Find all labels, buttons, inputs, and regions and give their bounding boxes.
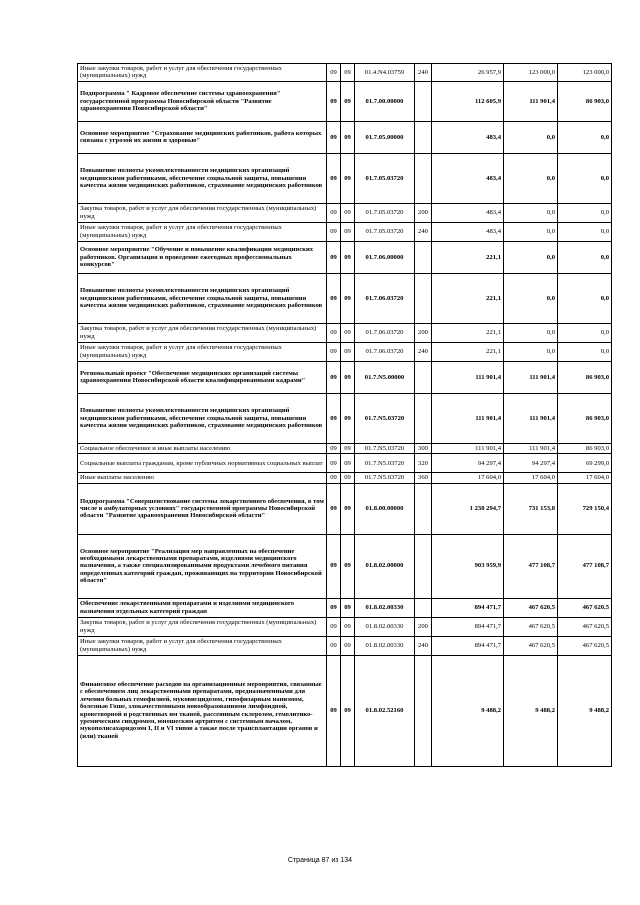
table-row xyxy=(78,598,612,617)
row-expense-type xyxy=(415,483,432,534)
table-row xyxy=(78,153,612,203)
row-amount-1: 221,1 xyxy=(432,342,504,361)
row-section: 09 xyxy=(327,393,341,443)
table-body xyxy=(78,64,612,767)
row-subsection: 09 xyxy=(341,222,355,241)
row-amount-3: 123 000,0 xyxy=(558,64,612,82)
row-target-article: 01.8.02.00330 xyxy=(355,636,415,655)
row-amount-2: 467 620,5 xyxy=(504,636,558,655)
table-row xyxy=(78,342,612,361)
table-row xyxy=(78,203,612,222)
row-amount-1: 112 605,9 xyxy=(432,81,504,121)
row-amount-2: 0,0 xyxy=(504,153,558,203)
row-section: 09 xyxy=(327,655,341,766)
row-amount-2: 0,0 xyxy=(504,273,558,323)
row-subsection: 09 xyxy=(341,81,355,121)
row-name: Повышение полноты укомплектованности медицинских организаций медицинскими работниками, обеспечение социальной защиты, повышения качества жизни медицинских работников, страхование медицинских работников xyxy=(78,393,327,443)
row-section: 09 xyxy=(327,323,341,342)
row-section: 09 xyxy=(327,153,341,203)
row-section: 09 xyxy=(327,241,341,273)
row-section: 09 xyxy=(327,636,341,655)
row-amount-3: 0,0 xyxy=(558,273,612,323)
row-target-article: 01.4.N4.03759 xyxy=(355,64,415,82)
row-name: Подпрограмма "Совершенствование системы лекарственного обеспечения, в том числе в амбулаторных условиях" государственной программы Новосибирской области "Развитие здравоохранения Новосибирской области" xyxy=(78,483,327,534)
row-section: 09 xyxy=(327,443,341,453)
row-section: 09 xyxy=(327,273,341,323)
row-subsection: 09 xyxy=(341,598,355,617)
table-row xyxy=(78,534,612,598)
row-target-article: 01.7.06.03720 xyxy=(355,342,415,361)
row-subsection: 09 xyxy=(341,483,355,534)
table-row xyxy=(78,473,612,483)
row-amount-2: 0,0 xyxy=(504,203,558,222)
row-amount-2: 111 901,4 xyxy=(504,393,558,443)
row-subsection: 09 xyxy=(341,617,355,636)
row-amount-1: 111 901,4 xyxy=(432,443,504,453)
row-amount-3: 0,0 xyxy=(558,342,612,361)
row-section: 09 xyxy=(327,473,341,483)
row-subsection: 09 xyxy=(341,203,355,222)
row-subsection: 09 xyxy=(341,454,355,473)
row-target-article: 01.7.05.00000 xyxy=(355,121,415,153)
row-amount-3: 467 620,5 xyxy=(558,617,612,636)
row-name: Основное мероприятие "Страхование медицинских работников, работа которых связана с угрозой их жизни и здоровью" xyxy=(78,121,327,153)
row-amount-1: 483,4 xyxy=(432,153,504,203)
table-row xyxy=(78,617,612,636)
row-expense-type xyxy=(415,273,432,323)
row-subsection: 09 xyxy=(341,153,355,203)
row-subsection: 09 xyxy=(341,636,355,655)
table-row xyxy=(78,443,612,453)
row-amount-2: 0,0 xyxy=(504,342,558,361)
row-amount-2: 123 000,0 xyxy=(504,64,558,82)
row-expense-type xyxy=(415,655,432,766)
row-expense-type xyxy=(415,153,432,203)
row-section: 09 xyxy=(327,222,341,241)
row-amount-3: 729 150,4 xyxy=(558,483,612,534)
row-amount-1: 9 488,2 xyxy=(432,655,504,766)
table-row xyxy=(78,222,612,241)
page-number: Страница 87 из 134 xyxy=(287,857,353,864)
row-subsection: 09 xyxy=(341,64,355,82)
row-amount-1: 111 901,4 xyxy=(432,361,504,393)
row-target-article: 01.7.06.00000 xyxy=(355,241,415,273)
row-name: Закупка товаров, работ и услуг для обеспечения государственных (муниципальных) нужд xyxy=(78,323,327,342)
row-name: Повышение полноты укомплектованности медицинских организаций медицинскими работниками, обеспечение социальной защиты, повышения качества жизни медицинских работников, страхование медицинских работников xyxy=(78,273,327,323)
row-amount-1: 1 238 294,7 xyxy=(432,483,504,534)
row-amount-2: 0,0 xyxy=(504,121,558,153)
row-amount-1: 111 901,4 xyxy=(432,393,504,443)
row-amount-3: 0,0 xyxy=(558,153,612,203)
row-amount-3: 0,0 xyxy=(558,323,612,342)
row-name: Основное мероприятие "Реализация мер направленных на обеспечение необходимыми лекарственными препаратами, изделиями медицинского назначения, а также специализированными продуктами лечебного питания определенных категорий граждан, проживающих на территории Новосибирской области" xyxy=(78,534,327,598)
row-amount-3: 0,0 xyxy=(558,203,612,222)
row-target-article: 01.7.00.00000 xyxy=(355,81,415,121)
row-amount-2: 111 901,4 xyxy=(504,361,558,393)
row-amount-2: 111 901,4 xyxy=(504,81,558,121)
table-row xyxy=(78,655,612,766)
row-expense-type xyxy=(415,81,432,121)
row-section: 09 xyxy=(327,203,341,222)
table-row xyxy=(78,64,612,82)
row-name: Иные выплаты населению xyxy=(78,473,327,483)
row-expense-type: 200 xyxy=(415,203,432,222)
row-expense-type: 240 xyxy=(415,222,432,241)
row-section: 09 xyxy=(327,121,341,153)
row-amount-3: 69 299,0 xyxy=(558,454,612,473)
row-target-article: 01.7.05.03720 xyxy=(355,222,415,241)
table-row xyxy=(78,241,612,273)
row-target-article: 01.8.02.52160 xyxy=(355,655,415,766)
row-amount-3: 86 903,0 xyxy=(558,361,612,393)
row-amount-3: 86 903,0 xyxy=(558,393,612,443)
row-subsection: 09 xyxy=(341,361,355,393)
row-target-article: 01.7.05.03720 xyxy=(355,203,415,222)
table-row xyxy=(78,361,612,393)
row-amount-1: 221,1 xyxy=(432,323,504,342)
table-row xyxy=(78,483,612,534)
row-amount-1: 221,1 xyxy=(432,273,504,323)
row-target-article: 01.7.05.03720 xyxy=(355,153,415,203)
row-section: 09 xyxy=(327,81,341,121)
row-target-article: 01.8.02.00330 xyxy=(355,598,415,617)
table-row xyxy=(78,273,612,323)
row-amount-2: 467 620,5 xyxy=(504,598,558,617)
row-expense-type: 240 xyxy=(415,342,432,361)
row-amount-3: 467 620,5 xyxy=(558,598,612,617)
row-target-article: 01.8.02.00000 xyxy=(355,534,415,598)
row-section: 09 xyxy=(327,483,341,534)
row-name: Иные закупки товаров, работ и услуг для обеспечения государственных (муниципальных) нужд xyxy=(78,222,327,241)
row-name: Основное мероприятие "Обучение и повышение квалификации медицинских работников. Организация и проведение ежегодных профессиональных конкурсов" xyxy=(78,241,327,273)
row-amount-3: 0,0 xyxy=(558,121,612,153)
row-target-article: 01.7.N5.03720 xyxy=(355,454,415,473)
row-subsection: 09 xyxy=(341,655,355,766)
row-name: Иные закупки товаров, работ и услуг для обеспечения государственных (муниципальных) нужд xyxy=(78,342,327,361)
row-amount-3: 0,0 xyxy=(558,222,612,241)
table-row xyxy=(78,393,612,443)
row-expense-type: 360 xyxy=(415,473,432,483)
row-target-article: 01.7.N5.03720 xyxy=(355,443,415,453)
row-name: Финансовое обеспечение расходов на организационные мероприятия, связанные с обеспечением лиц лекарственными препаратами, предназначенными для лечения больных гемофилией, муковисцидозом, гипофизарным нанизмом, болезнью Гоше, злокачественными новообразованиями лимфоидной, кроветворной и родственных им тканей, рассеянным склерозом, гемолитико-уремическим синдромом, юношеским артритом с системным началом, мукополисахаридозом I, II и VI типов а также после трансплантации органов и (или) тканей xyxy=(78,655,327,766)
row-name: Подпрограмма " Кадровое обеспечение системы здравоохранения" государственной программы Новосибирской области "Развитие здравоохранения Новосибирской области" xyxy=(78,81,327,121)
row-target-article: 01.7.N5.03720 xyxy=(355,473,415,483)
row-target-article: 01.8.02.00330 xyxy=(355,617,415,636)
row-amount-1: 894 471,7 xyxy=(432,636,504,655)
row-name: Социальные выплаты гражданам, кроме публичных нормативных социальных выплат xyxy=(78,454,327,473)
row-section: 09 xyxy=(327,598,341,617)
row-name: Закупка товаров, работ и услуг для обеспечения государственных (муниципальных) нужд xyxy=(78,617,327,636)
row-section: 09 xyxy=(327,64,341,82)
row-subsection: 09 xyxy=(341,241,355,273)
row-expense-type: 320 xyxy=(415,454,432,473)
row-amount-1: 903 959,9 xyxy=(432,534,504,598)
table-row xyxy=(78,454,612,473)
row-name: Закупка товаров, работ и услуг для обеспечения государственных (муниципальных) нужд xyxy=(78,203,327,222)
row-section: 09 xyxy=(327,617,341,636)
row-amount-1: 483,4 xyxy=(432,121,504,153)
row-section: 09 xyxy=(327,454,341,473)
row-expense-type: 300 xyxy=(415,443,432,453)
row-amount-2: 94 297,4 xyxy=(504,454,558,473)
row-amount-3: 9 488,2 xyxy=(558,655,612,766)
row-amount-3: 86 903,0 xyxy=(558,81,612,121)
row-name: Иные закупки товаров, работ и услуг для обеспечения государственных (муниципальных) нужд xyxy=(78,64,327,82)
row-amount-1: 483,4 xyxy=(432,222,504,241)
row-expense-type xyxy=(415,361,432,393)
row-amount-3: 477 108,7 xyxy=(558,534,612,598)
row-amount-1: 894 471,7 xyxy=(432,598,504,617)
row-amount-2: 0,0 xyxy=(504,241,558,273)
row-amount-2: 17 604,0 xyxy=(504,473,558,483)
row-target-article: 01.8.00.00000 xyxy=(355,483,415,534)
row-target-article: 01.7.06.03720 xyxy=(355,323,415,342)
row-target-article: 01.7.N5.03720 xyxy=(355,393,415,443)
row-amount-3: 86 903,0 xyxy=(558,443,612,453)
row-expense-type: 240 xyxy=(415,636,432,655)
row-name: Социальное обеспечение и иные выплаты населению xyxy=(78,443,327,453)
row-subsection: 09 xyxy=(341,273,355,323)
table-row xyxy=(78,323,612,342)
row-subsection: 09 xyxy=(341,342,355,361)
row-amount-2: 477 108,7 xyxy=(504,534,558,598)
row-amount-1: 17 604,0 xyxy=(432,473,504,483)
row-amount-2: 467 620,5 xyxy=(504,617,558,636)
row-subsection: 09 xyxy=(341,534,355,598)
row-amount-1: 221,1 xyxy=(432,241,504,273)
row-subsection: 09 xyxy=(341,393,355,443)
table-row xyxy=(78,121,612,153)
row-subsection: 09 xyxy=(341,323,355,342)
row-expense-type: 200 xyxy=(415,617,432,636)
row-name: Обеспечение лекарственными препаратами и изделиями медицинского назначения отдельных категорий граждан xyxy=(78,598,327,617)
row-name: Повышение полноты укомплектованности медицинских организаций медицинскими работниками, обеспечение социальной защиты, повышения качества жизни медицинских работников, страхование медицинских работников xyxy=(78,153,327,203)
row-amount-1: 894 471,7 xyxy=(432,617,504,636)
row-expense-type xyxy=(415,121,432,153)
row-amount-2: 0,0 xyxy=(504,222,558,241)
row-expense-type xyxy=(415,241,432,273)
row-expense-type xyxy=(415,393,432,443)
row-amount-2: 9 488,2 xyxy=(504,655,558,766)
row-expense-type xyxy=(415,534,432,598)
row-target-article: 01.7.N5.00000 xyxy=(355,361,415,393)
row-subsection: 09 xyxy=(341,443,355,453)
row-name: Иные закупки товаров, работ и услуг для обеспечения государственных (муниципальных) нужд xyxy=(78,636,327,655)
table-row xyxy=(78,81,612,121)
row-section: 09 xyxy=(327,342,341,361)
table-row xyxy=(78,636,612,655)
budget-table xyxy=(77,63,612,767)
row-name: Региональный проект "Обеспечение медицинских организаций системы здравоохранения Новосибирской области квалифицированными кадрами" xyxy=(78,361,327,393)
row-amount-1: 94 297,4 xyxy=(432,454,504,473)
row-target-article: 01.7.06.03720 xyxy=(355,273,415,323)
row-amount-1: 26 957,9 xyxy=(432,64,504,82)
row-amount-1: 483,4 xyxy=(432,203,504,222)
row-section: 09 xyxy=(327,534,341,598)
row-expense-type: 200 xyxy=(415,323,432,342)
row-section: 09 xyxy=(327,361,341,393)
row-expense-type xyxy=(415,598,432,617)
row-subsection: 09 xyxy=(341,121,355,153)
row-expense-type: 240 xyxy=(415,64,432,82)
row-amount-2: 731 153,8 xyxy=(504,483,558,534)
row-amount-2: 111 901,4 xyxy=(504,443,558,453)
row-amount-3: 467 620,5 xyxy=(558,636,612,655)
row-amount-3: 17 604,0 xyxy=(558,473,612,483)
row-amount-2: 0,0 xyxy=(504,323,558,342)
row-amount-3: 0,0 xyxy=(558,241,612,273)
row-subsection: 09 xyxy=(341,473,355,483)
